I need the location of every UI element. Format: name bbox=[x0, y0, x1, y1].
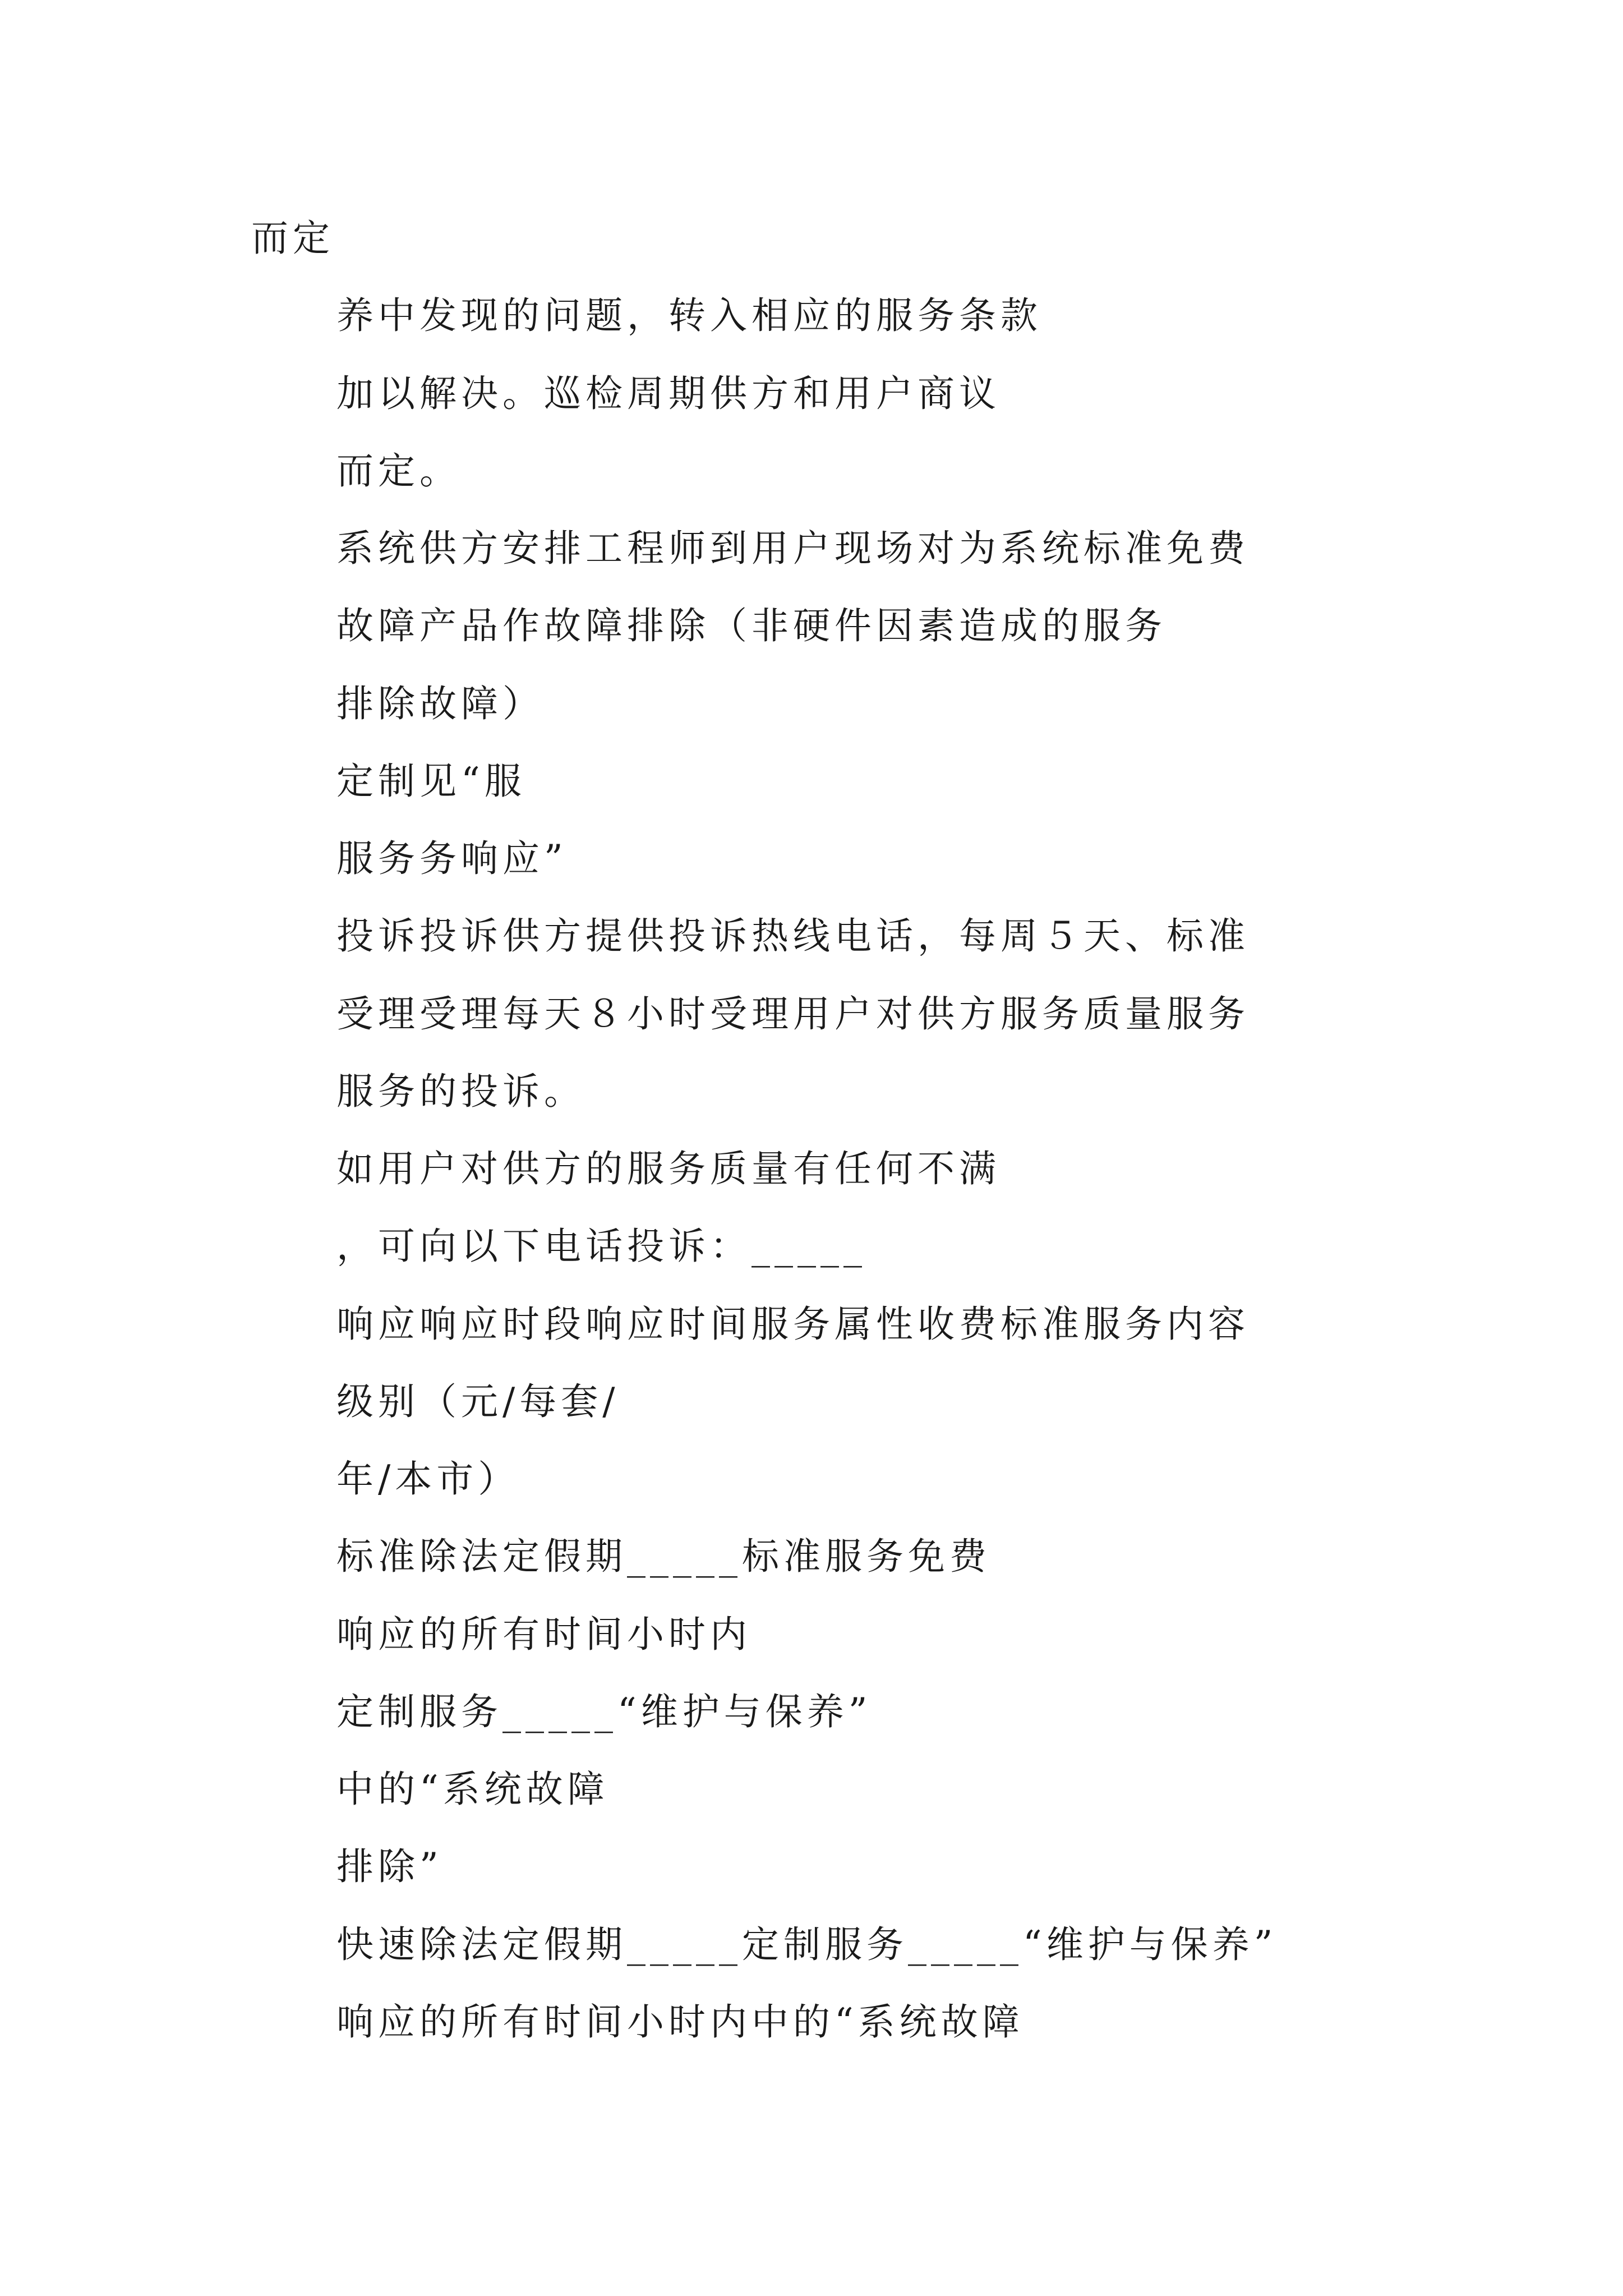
text-line: 系统供方安排工程师到用户现场对为系统标准免费 bbox=[336, 527, 1249, 570]
text-line: 如用户对供方的服务质量有任何不满 bbox=[336, 1147, 1000, 1190]
text-line: 故障产品作故障排除（非硬件因素造成的服务 bbox=[336, 604, 1166, 647]
text-line: 加以解决。巡检周期供方和用户商议 bbox=[336, 372, 1000, 415]
text-line: 排除故障） bbox=[336, 682, 544, 725]
text-line: 中的“系统故障 bbox=[336, 1768, 609, 1811]
text-line: 快速除法定假期_____定制服务_____“维护与保养” bbox=[336, 1923, 1278, 1966]
text-line: 标准除法定假期_____标准服务免费 bbox=[336, 1535, 991, 1578]
text-line: 定制服务_____“维护与保养” bbox=[336, 1690, 872, 1733]
text-line: 服务的投诉。 bbox=[336, 1070, 585, 1113]
text-line: 投诉投诉供方提供投诉热线电话，每周５天、标准 bbox=[336, 914, 1249, 958]
text-line: 排除” bbox=[336, 1845, 443, 1888]
text-line: 响应的所有时间小时内中的“系统故障 bbox=[336, 2000, 1024, 2044]
text-line: 定制见“服 bbox=[336, 760, 526, 803]
text-line: ，可向以下电话投诉：_____ bbox=[336, 1225, 866, 1268]
text-line: 养中发现的问题，转入相应的服务条款 bbox=[336, 294, 1042, 337]
text-line: 年/本市） bbox=[336, 1457, 520, 1501]
text-line: 受理受理每天８小时受理用户对供方服务质量服务 bbox=[336, 992, 1249, 1036]
text-line: 级别（元/每套/ bbox=[336, 1380, 620, 1423]
text-line: 响应的所有时间小时内 bbox=[336, 1613, 751, 1656]
text-line: 而定。 bbox=[336, 449, 461, 493]
text-line: 服务务响应” bbox=[336, 837, 568, 880]
text-line: 响应响应时段响应时间服务属性收费标准服务内容 bbox=[336, 1303, 1249, 1346]
text-line: 而定 bbox=[251, 217, 334, 260]
